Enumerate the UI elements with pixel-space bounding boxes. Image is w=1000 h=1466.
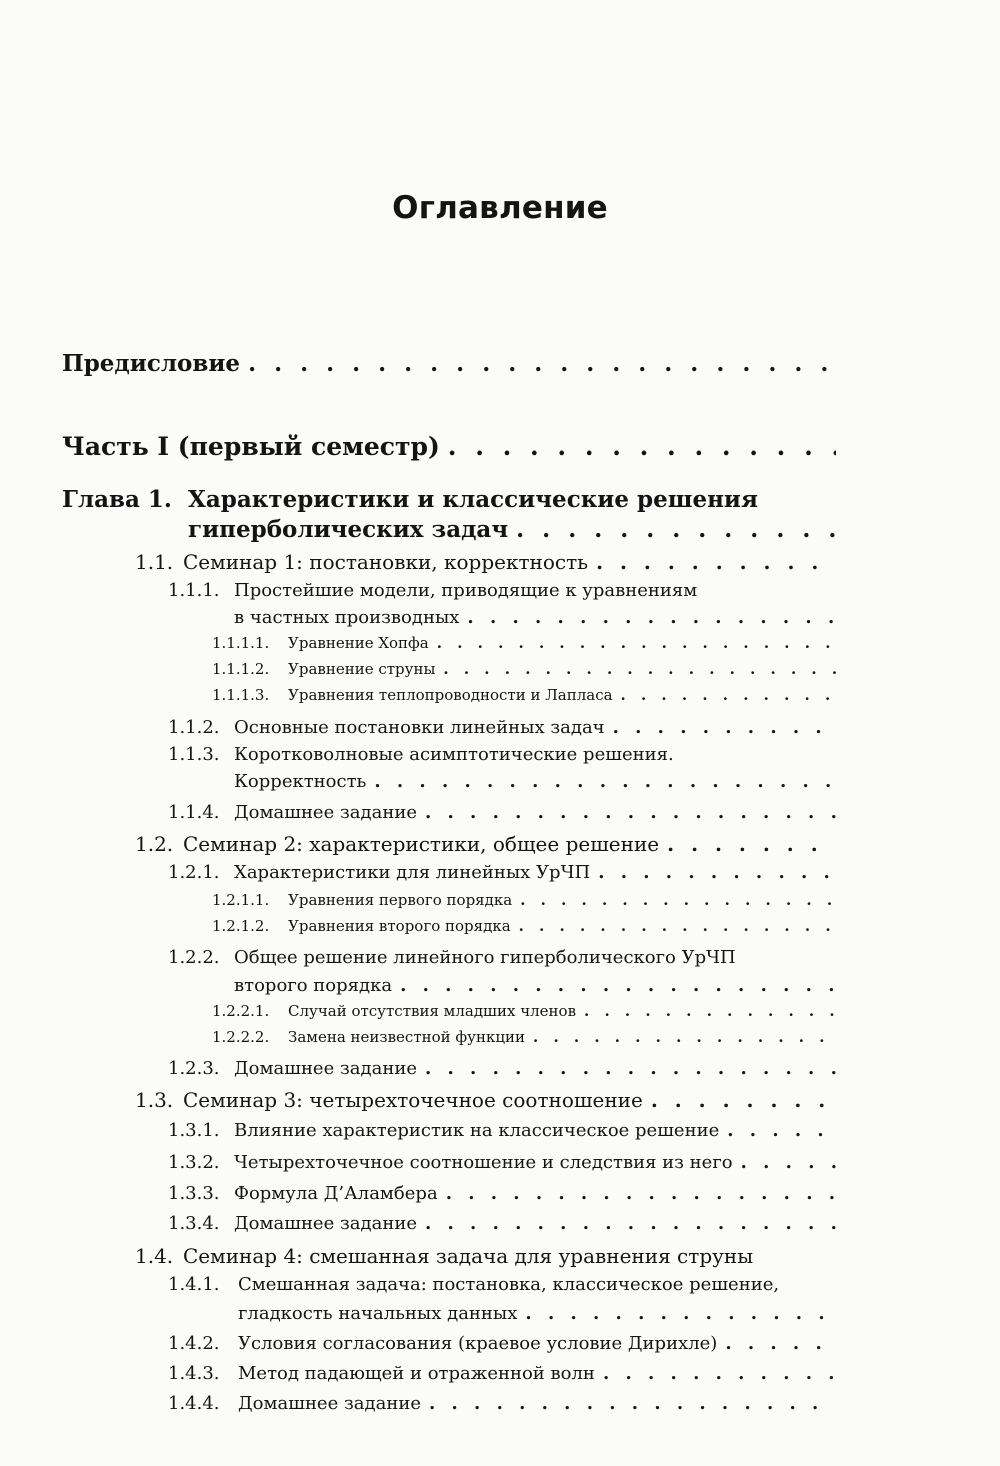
dot-leader	[621, 686, 836, 704]
toc-entry-title: в частных производных	[234, 607, 460, 628]
dot-leader	[533, 1028, 836, 1046]
toc-entry-number: 1.3.2.	[168, 1152, 220, 1173]
toc-entry-title: Домашнее задание	[238, 1393, 421, 1414]
toc-entry-title: Коротковолновые асимптотические решения.	[234, 744, 674, 765]
toc-entry-line	[168, 802, 842, 823]
toc-entry-line	[168, 1120, 842, 1141]
toc-entry-title: Общее решение линейного гиперболического УрЧП	[234, 947, 736, 968]
dot-leader	[516, 516, 836, 543]
toc-entry-title: Случай отсутствия младших членов	[288, 1002, 577, 1020]
toc-entry-line	[62, 486, 842, 513]
toc-entry-title: Формула Д’Аламбера	[234, 1183, 438, 1204]
toc-entry-line	[168, 1363, 842, 1384]
toc-entry-title: Условия согласования (краевое условие Дирихле)	[238, 1333, 718, 1354]
toc-entry-line	[168, 580, 842, 601]
toc-entry-title: Смешанная задача: постановка, классическое решение,	[238, 1274, 780, 1295]
toc-entry-title: Влияние характеристик на классическое решение	[234, 1120, 720, 1141]
toc-entry-title: гиперболических задач	[188, 516, 509, 543]
toc-entry-title: Уравнения первого порядка	[288, 891, 513, 909]
toc-entry-line	[212, 1028, 842, 1046]
toc-entry-line	[212, 660, 842, 678]
toc-entry-number: 1.2.1.2.	[212, 917, 270, 935]
toc-entry-number: 1.2.2.	[168, 947, 220, 968]
toc-entry-line	[212, 634, 842, 652]
dot-leader	[596, 550, 836, 574]
toc-entry-number: 1.1.4.	[168, 802, 220, 823]
dot-leader	[467, 607, 836, 628]
dot-leader	[525, 1303, 836, 1324]
dot-leader	[448, 432, 836, 461]
toc-entry-number: 1.1.2.	[168, 717, 220, 738]
toc-entry-number: 1.2.2.2.	[212, 1028, 270, 1046]
dot-leader	[425, 1213, 836, 1234]
toc-entry-line	[212, 917, 842, 935]
dot-leader	[437, 634, 836, 652]
dot-leader	[598, 862, 836, 883]
toc-entry-number: 1.4.4.	[168, 1393, 220, 1414]
toc-entry-title: Уравнение струны	[288, 660, 436, 678]
toc-entry-number: 1.4.3.	[168, 1363, 220, 1384]
toc-entry-title: Замена неизвестной функции	[288, 1028, 525, 1046]
dot-leader	[425, 802, 836, 823]
toc-entry-line	[168, 947, 842, 968]
toc-entry-line	[234, 771, 842, 792]
toc-entry-number: 1.4.2.	[168, 1333, 220, 1354]
dot-leader	[651, 1088, 836, 1112]
toc-entry-number: 1.1.1.1.	[212, 634, 270, 652]
dot-leader	[425, 1058, 836, 1079]
toc-entry-title: Семинар 3: четырехточечное соотношение	[183, 1088, 643, 1112]
toc-entry-line	[62, 432, 842, 461]
toc-entry-line	[135, 1088, 842, 1112]
toc-entry-number: 1.3.4.	[168, 1213, 220, 1234]
toc-entry-number: 1.1.1.2.	[212, 660, 270, 678]
toc-entry-title: Часть I (первый семестр)	[62, 432, 440, 461]
toc-entry-line	[234, 975, 842, 996]
toc-entry-title: гладкость начальных данных	[238, 1303, 518, 1324]
dot-leader	[374, 771, 836, 792]
toc-entry-number: 1.3.1.	[168, 1120, 220, 1141]
toc-entry-line	[135, 832, 842, 856]
dot-leader	[443, 660, 836, 678]
toc-entry-title: Семинар 4: смешанная задача для уравнения струны	[183, 1244, 754, 1268]
toc-entry-title: Домашнее задание	[234, 1213, 417, 1234]
toc-entry-line	[168, 1274, 842, 1295]
dot-leader	[429, 1393, 836, 1414]
dot-leader	[400, 975, 836, 996]
toc-entry-title: Семинар 1: постановки, корректность	[183, 550, 589, 574]
dot-leader	[727, 1120, 836, 1141]
dot-leader	[741, 1152, 836, 1173]
toc-entry-line	[212, 1002, 842, 1020]
dot-leader	[520, 891, 836, 909]
dot-leader	[519, 917, 836, 935]
dot-leader	[584, 1002, 836, 1020]
toc-entry-title: второго порядка	[234, 975, 393, 996]
toc-entry-number: 1.1.	[135, 550, 174, 574]
toc-entry-title: Домашнее задание	[234, 802, 417, 823]
toc-entry-number: 1.2.2.1.	[212, 1002, 270, 1020]
toc-entry-title: Простейшие модели, приводящие к уравнениям	[234, 580, 698, 601]
toc-entry-number: 1.4.	[135, 1244, 174, 1268]
toc-entry-number: 1.2.3.	[168, 1058, 220, 1079]
dot-leader	[613, 717, 836, 738]
toc-entry-number: 1.1.1.3.	[212, 686, 270, 704]
toc-entry-title: Домашнее задание	[234, 1058, 417, 1079]
toc-entry-line	[168, 717, 842, 738]
toc-entry-line	[168, 1333, 842, 1354]
toc-entry-line	[168, 1152, 842, 1173]
toc-entry-line	[188, 516, 842, 543]
toc-entry-line	[62, 350, 842, 377]
toc-entry-title: Характеристики и классические решения	[188, 486, 758, 513]
toc-entry-line	[135, 550, 842, 574]
toc-entry-line	[212, 891, 842, 909]
toc-entry-line	[212, 686, 842, 704]
toc-entry-line	[135, 1244, 842, 1268]
dot-leader	[248, 350, 836, 377]
toc-entry-title: Метод падающей и отраженной волн	[238, 1363, 595, 1384]
toc-entry-line	[168, 1183, 842, 1204]
toc-entry-number: 1.1.1.	[168, 580, 220, 601]
dot-leader	[446, 1183, 836, 1204]
toc-entry-number: 1.2.	[135, 832, 174, 856]
toc-entry-number: 1.4.1.	[168, 1274, 220, 1295]
page-title: Оглавление	[392, 190, 608, 226]
toc-entry-number: 1.2.1.1.	[212, 891, 270, 909]
toc-entry-line	[168, 744, 842, 765]
toc-entry-line	[234, 607, 842, 628]
dot-leader	[603, 1363, 836, 1384]
toc-entry-number: 1.3.	[135, 1088, 174, 1112]
toc-entry-title: Характеристики для линейных УрЧП	[234, 862, 591, 883]
toc-entry-number: 1.1.3.	[168, 744, 220, 765]
dot-leader	[725, 1333, 836, 1354]
toc-entry-number: 1.3.3.	[168, 1183, 220, 1204]
toc-entry-line	[168, 1058, 842, 1079]
toc-entry-title: Четырехточечное соотношение и следствия из него	[234, 1152, 733, 1173]
toc-entry-title: Основные постановки линейных задач	[234, 717, 605, 738]
toc-entry-title: Семинар 2: характеристики, общее решение	[183, 832, 660, 856]
toc-entry-number: 1.2.1.	[168, 862, 220, 883]
toc-entry-title: Корректность	[234, 771, 367, 792]
toc-entry-line	[168, 1213, 842, 1234]
toc-entry-title: Уравнение Хопфа	[288, 634, 429, 652]
dot-leader	[667, 832, 836, 856]
toc-entry-title: Уравнения второго порядка	[288, 917, 511, 935]
toc-entry-number: Глава 1.	[62, 486, 172, 513]
toc-entry-title: Предисловие	[62, 350, 241, 377]
toc-entry-title: Уравнения теплопроводности и Лапласа	[288, 686, 613, 704]
toc-entry-line	[168, 1393, 842, 1414]
toc-entry-line	[238, 1303, 842, 1324]
toc-entry-line	[168, 862, 842, 883]
